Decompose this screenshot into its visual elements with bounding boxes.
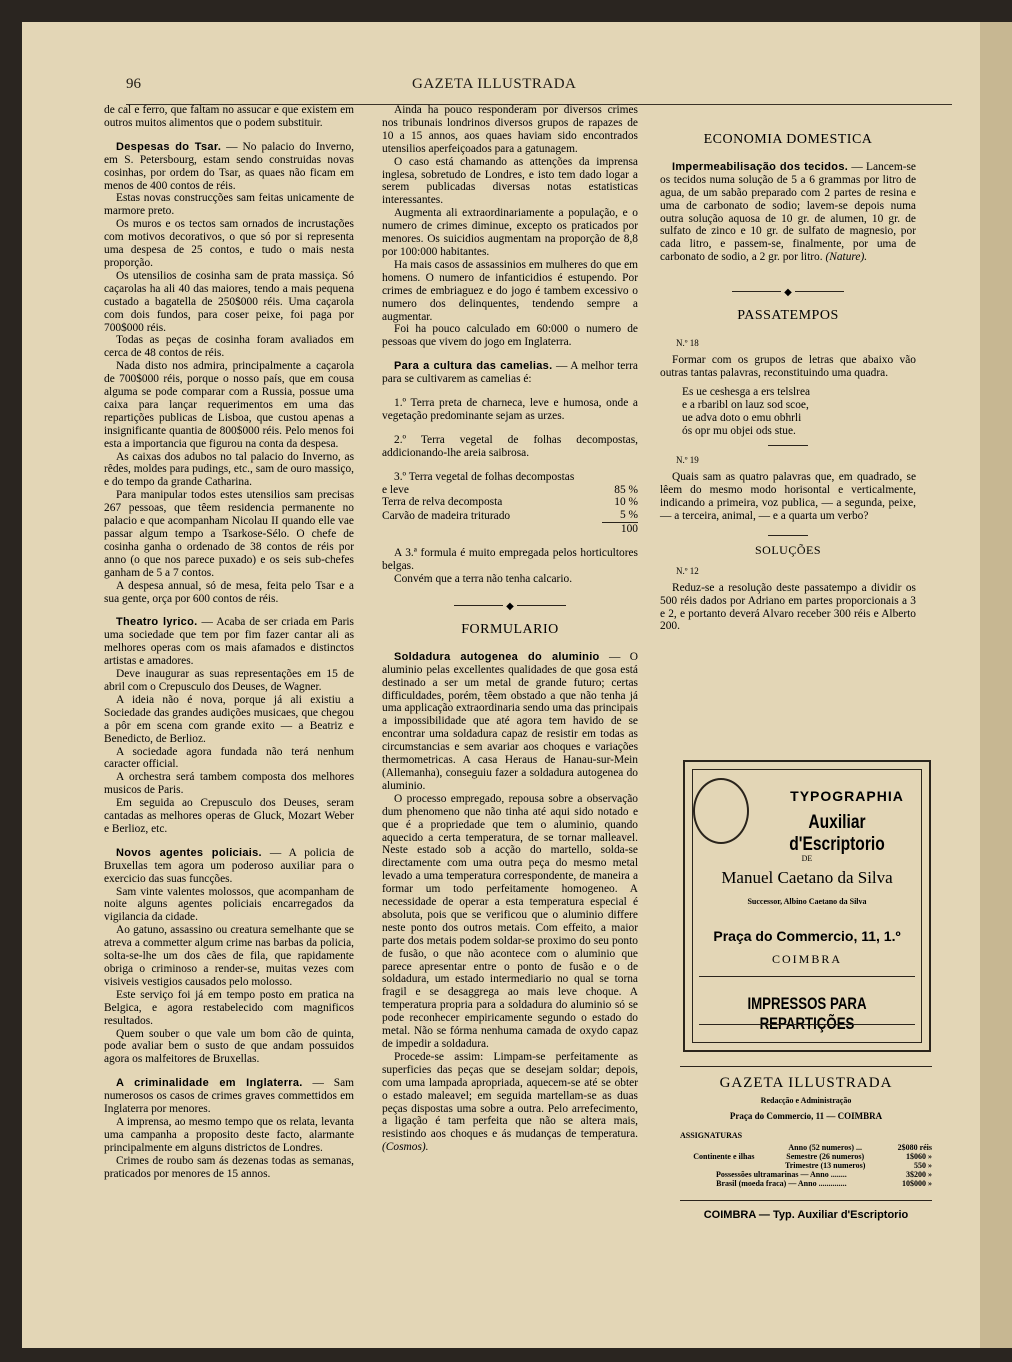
table-row [382, 523, 638, 536]
article-heading: Despesas do Tsar. [116, 140, 222, 153]
paragraph: — No palacio do Inverno, em S. Petersbourg, estam sendo construidas novas cosinhas, por ordem do Tsar, as quaes não ficam em menos de 400 contos de réis. [104, 140, 354, 192]
sub-label: Possessões ultramarinas — Anno ........ [716, 1170, 847, 1179]
paragraph: — A melhor terra para se cultivarem as camelias é: [382, 360, 638, 386]
mix-label: e leve [382, 483, 409, 496]
mix-label: Carvão de madeira triturado [382, 509, 511, 522]
list-item: 3.º Terra vegetal de folhas decompostas [394, 470, 575, 483]
puzzle-number: N.º 12 [676, 565, 699, 576]
paragraph: — Lancem-se os tecidos numa solução de 5 a 6 grammas por litro de agua, de um sabão preparado com 2 partes de resina e uma de carbonato de sodio; lavem-se depois numa outra solução aquosa de 10 gr. de alumen, 10 gr. de sulfato de zinco e 10 gr. de sulfato de magnesio, por cada litro, e passem-se, finalmente, por uma de carbonato de sodio, a 2 gr. por litro. [660, 160, 916, 264]
paragraph: Convém que a terra não tenha calcario. [394, 573, 573, 585]
paragraph: As caixas dos adubos no tal palacio do Inverno, as rêdes, moldes para pudings, etc., sam de ouro massiço, e do tempo da grande Catharina. [104, 450, 354, 489]
article-soldadura [382, 651, 638, 793]
paragraph: Foi ha pouco calculado em 60:000 o numero de pessoas que vivem do jogo em Inglaterra. [382, 323, 638, 349]
paragraph: Nada disto nos admira, principalmente a caçarola de 700$000 réis, porque o nosso país, que em cousa alguma se pode comparar com a Russia, possue uma caixa para lançar requerimentos em uma das repartições publicas de Lisboa, que custou apenas a insignificante quantia de 800$000 réis. Pelo menos foi esta a importancia que figurou na conta da despesa. [104, 360, 354, 450]
article-heading: Soldadura autogenea do aluminio [394, 650, 600, 663]
article-agentes [104, 847, 354, 886]
colophon-address: Praça do Commercio, 11 — COIMBRA [729, 1111, 883, 1121]
ornament-divider: ◆ [382, 600, 638, 610]
article-camelias [382, 360, 638, 386]
sub-label: Anno (52 numeros) ... [788, 1143, 863, 1152]
colophon-title: GAZETA ILLUSTRADA [719, 1075, 893, 1091]
article-theatro [104, 616, 354, 668]
column-3 [660, 104, 916, 633]
paragraph: Formar com os grupos de letras que abaixo vão outras tantas palavras, reconstituindo uma quadra. [660, 353, 916, 379]
article-heading: Para a cultura das camelias. [394, 360, 553, 373]
paragraph: Quem souber o que vale um bom cão de quinta, pode avaliar bem o susto de que andam possuidos agora os malfeitores de Bruxellas. [104, 1027, 354, 1066]
article-impermeabilisacao [660, 161, 916, 264]
subscriptions-heading: ASSIGNATURAS [680, 1131, 743, 1140]
paragraph: Ainda ha pouco responderam por diversos crimes nos tribunais londrinos diversos grupos de rapazes de 10 a 15 annos, aos quaes haviam sido encontrados utensilios aperfeiçoados para a gatunagem. [382, 104, 638, 155]
typography-advertisement [683, 760, 931, 1052]
sub-price: 2$080 réis [897, 1143, 932, 1152]
paragraph: Para manipular todos estes utensilios sam precisas 267 pessoas, que têem residencia permanente no palacio e que acompanham Nicolau II quando elle vae passar algum tempo a Tsarkose-Sélo. O chefe de cosinha ganha o ordenado de 38 contos de réis por anno (o que nos parece puxado) e os seis sub-chefes ganham de 5 a 7 contos. [104, 489, 354, 579]
paragraph: Estas novas construcções sam feitas unicamente de marmore preto. [104, 192, 354, 218]
article-heading: Novos agentes policiais. [116, 846, 262, 859]
paragraph: A despesa annual, só de mesa, feita pelo Tsar e a sua gente, orça por 600 contos de réis. [104, 579, 354, 605]
sub-price: 550 » [914, 1161, 932, 1170]
sub-price: 10$000 » [902, 1179, 932, 1188]
paragraph: Os muros e os tectos sam ornados de incrustações com motivos decorativos, o que só por si representa uma despesa de 25 contos, e tudo o mais nesta proporção. [104, 218, 354, 269]
mix-value: 10 % [614, 496, 638, 509]
table-row [382, 509, 638, 522]
paragraph: Os utensilios de cosinha sam de prata massiça. Só caçarolas ha ali 40 das maiores, tendo a mais pequena custado a bagatella de 250$000 réis. Uma caçarola com dois fundos, para coser peixe, foi paga por 700$000 réis. [104, 269, 354, 334]
paragraph: Quais sam as quatro palavras que, em quadrado, se lêem do mesmo modo horisontal e verticalmente, indicando a primeira, voz publica, — a segunda, peixe, — a terceira, animal, — e a quarta um verbo? [660, 471, 916, 523]
ad-successor: Successor, Albino Caetano da Silva [747, 897, 867, 906]
ad-company: Auxiliar d'Escriptorio [789, 812, 885, 855]
section-title-passatempos: PASSATEMPOS [737, 308, 839, 324]
paragraph: A 3.ª formula é muito empregada pelos horticultores belgas. [382, 547, 638, 573]
paragraph: Este serviço foi já em tempo posto em pratica na Belgica, e agora restabelecido com magnificos resultados. [104, 988, 354, 1027]
printer-footer: COIMBRA — Typ. Auxiliar d'Escriptorio [680, 1200, 932, 1221]
paragraph: Todas as peças de cosinha foram avaliados em cerca de 48 contos de réis. [104, 334, 354, 360]
verse-line: ós opr mu objei ods stue. [682, 424, 796, 437]
puzzle-number: N.º 18 [676, 338, 699, 349]
puzzle-number: N.º 19 [676, 455, 699, 466]
paragraph: Em seguida ao Crepusculo dos Deuses, seram cantadas as melhores operas de Gluck, Mozart Weber e Berlioz, etc. [104, 797, 354, 835]
section-title-formulario: FORMULARIO [461, 621, 559, 637]
region-label: Continente e ilhas [693, 1152, 755, 1161]
paragraph-text: Procede-se assim: Limpam-se perfeitamente as superficies das peças que se desejam soldar; depois, com uma lampada apropriada, aquecem-se até se obter o estado maleavel; em seguida martellam-se as duas peças dispostas uma sobre a outra. Pelo arrefecimento, a ligação é tam perfeita que não se altera mais, resistindo aos choques e ás mudanças de temperatura. [382, 1050, 638, 1141]
sub-price: 1$060 » [906, 1152, 932, 1161]
table-row [382, 484, 638, 497]
divider [699, 1024, 915, 1025]
ad-owner: Manuel Caetano da Silva [721, 868, 893, 887]
source-credit: (Nature). [825, 251, 868, 264]
paragraph: — O aluminio pelas excellentes qualidades de que gosa está destinado a ser um metal de grande futuro; certas difficuldades, porém, têem obstado a que não tenha já uma applicação extraordinaria sendo uma das principais a impossibilidade que até agora tem havido de se encontrar uma soldadura capaz de resistir em todas as circumstancias e sem avariar aos choques e variações thermometricas. A casa Heraus de Hanau-sur-Mein (Allemanha), conseguiu fazer a soldadura autogenea do aluminio. [382, 650, 638, 792]
paragraph: — Acaba de ser criada em Paris uma sociedade que tem por fim fazer cantar ali as melhores operas com os mais afamados e distinctos artistas e amadores. [104, 616, 354, 668]
paragraph: Deve inaugurar as suas representações em 15 de abril com o Crepusculo dos Deuses, de Wagner. [104, 668, 354, 693]
paragraph: Augmenta ali extraordinariamente a população, e o numero de crimes diminue, excepto os praticados por menores. Os suicidios augmentam na proporção de 8,8 por 100:000 habitantes. [382, 207, 638, 258]
list-item: 1.º Terra preta de charneca, leve e humosa, onde a vegetação predominante sejam as urzes. [382, 397, 638, 422]
paragraph: Ao gatuno, assassino ou creatura semelhante que se atreva a commetter algum crime nas barbas da policia, solta-se-lhe um dos cães de fila, que rapidamente obriga o criminoso a render-se, muitas vezes com visiveis vestigios causados pelo molosso. [104, 924, 354, 988]
source-credit: (Cosmos). [382, 1141, 429, 1154]
ad-de: DE [801, 854, 813, 863]
paragraph: — A policia de Bruxellas tem agora um poderoso auxiliar para o exercicio das suas funcções. [104, 846, 354, 885]
divider [768, 535, 808, 536]
paragraph: A imprensa, ao mesmo tempo que os relata, levanta uma campanha a proposito deste facto, alarmante principalmente em alguns districtos de Londres. [104, 1115, 354, 1154]
paragraph: O caso está chamando as attenções da imprensa inglesa, sobretudo de Londres, e isto tem dado logar a serem publicadas diversas notas estatisticas interessantes. [382, 155, 638, 207]
printer-seal-emblem [693, 778, 749, 844]
paragraph: Reduz-se a resolução deste passatempo a dividir os 500 réis dados por Adriano em partes proporcionais a 3 e 2, e portanto deverá Alvaro receber 300 réis e Alberto 200. [660, 581, 916, 633]
ad-heading: TYPOGRAPHIA [790, 788, 904, 804]
sub-label: Brasil (moeda fraca) — Anno .............. [716, 1179, 847, 1188]
column-2 [382, 104, 638, 1154]
mix-value: 5 % [619, 509, 638, 522]
article-despesas [104, 141, 354, 193]
table-row [680, 1170, 932, 1179]
paragraph: Sam vinte valentes molossos, que acompanham de noite alguns agentes policiais encarregados da vigilancia da cidade. [104, 885, 354, 924]
paragraph: Crimes de roubo sam ás dezenas todas as semanas, praticados por menores de 15 annos. [104, 1154, 354, 1180]
ad-tagline: IMPRESSOS PARA REPARTIÇÕES [747, 994, 867, 1033]
divider [699, 976, 915, 977]
page-number: 96 [126, 76, 141, 92]
paragraph: de cal e ferro, que faltam no assucar e que existem em outros muitos alimentos que o podem substituir. [104, 104, 354, 129]
colophon [680, 1066, 932, 1221]
mix-label: Terra de relva decomposta [382, 496, 503, 509]
sub-label: Trimestre (13 numeros) [785, 1161, 866, 1170]
list-item: 2.º Terra vegetal de folhas decompostas, addicionando-lhe areia saibrosa. [382, 433, 638, 459]
column-1 [104, 104, 354, 1181]
ad-city: COIMBRA [771, 952, 842, 966]
ad-address: Praça do Commercio, 11, 1.º [713, 928, 901, 944]
page-edge [980, 22, 1012, 1348]
article-criminalidade [104, 1077, 354, 1116]
table-row [680, 1143, 932, 1152]
mix-value: 85 % [614, 483, 638, 496]
article-heading: A criminalidade em Inglaterra. [116, 1077, 303, 1090]
paragraph: O processo empregado, repousa sobre a observação dum phenomeno que não tinha até aqui sido notado e que é a propriedade que tem o aluminio, quando aquecido a certa temperatura, de se tornar malleavel. Neste estado sob a acção do martello, solda-se directamente com uma outra peça do mesmo metal levado a uma temperatura correspondente, de maneira a formar um todo perfeitamente homogeneo. A necessidade de operar a esta temperatura especial é absoluta, pois que se verificou que o aluminio differe neste ponto dos outros metais. Com effeito, a maior parte dos metais podem soldar-se proximo do seu ponto de fusão, o que não acontece com o aluminio que parece apresentar entre o ponto de fusão e o de soldadura, um estado intermediario no qual se torna fragil e se desaggrega ao mais leve choque. A temperatura propria para a soldadura do aluminio só se pode reconhecer empiricamente segundo o estado do metal. Não se fórma nenhuma camada de oxydo capaz de impedir a soldadura. [382, 792, 638, 1050]
verse-line: Es ue ceshesga a ers telslrea [682, 385, 811, 398]
paragraph: A ideia não é nova, porque já ali existiu a Sociedade das grandes audições musicaes, que chegou a pôr em scena com grande exito — a Beatriz e Benedicto, de Berlioz. [104, 693, 354, 745]
soil-mix-table [382, 484, 638, 537]
verse-line: e a rbaribl on lauz sod scoe, [682, 398, 809, 411]
paragraph: A orchestra será tambem composta dos melhores musicos de Paris. [104, 771, 354, 797]
section-title-solucoes: SOLUÇÕES [754, 542, 821, 557]
paragraph [382, 1051, 638, 1154]
paragraph: Ha mais casos de assassinios em mulheres do que em homens. O numero de infanticidios é estupendo. Por crimes de embriaguez e do jogo é tambem excessivo o numero dos delinquentes, tendendo sempre a augmentar. [382, 258, 638, 323]
article-heading: Theatro lyrico. [116, 616, 198, 629]
sub-label: Semestre (26 numeros) [786, 1152, 865, 1161]
sub-price: 3$200 » [906, 1170, 932, 1179]
subscription-table [680, 1143, 932, 1188]
divider [768, 445, 808, 446]
paragraph: A sociedade agora fundada não terá nenhum caracter official. [104, 745, 354, 771]
colophon-subtitle: Redacção e Administração [760, 1096, 852, 1105]
verse-line: ue adva doto o emu obhrli [682, 411, 802, 424]
paragraph: — Sam numerosos os casos de crimes graves commettidos em Inglaterra por menores. [104, 1077, 354, 1116]
puzzle-verse [682, 386, 916, 438]
section-title-economia: ECONOMIA DOMESTICA [703, 132, 873, 147]
masthead-title: GAZETA ILLUSTRADA [412, 76, 577, 92]
table-row [382, 496, 638, 509]
table-row [680, 1179, 932, 1188]
mix-total: 100 [602, 523, 638, 536]
article-heading: Impermeabilisação dos tecidos. [672, 160, 849, 173]
ornament-divider: ◆ [660, 286, 916, 296]
